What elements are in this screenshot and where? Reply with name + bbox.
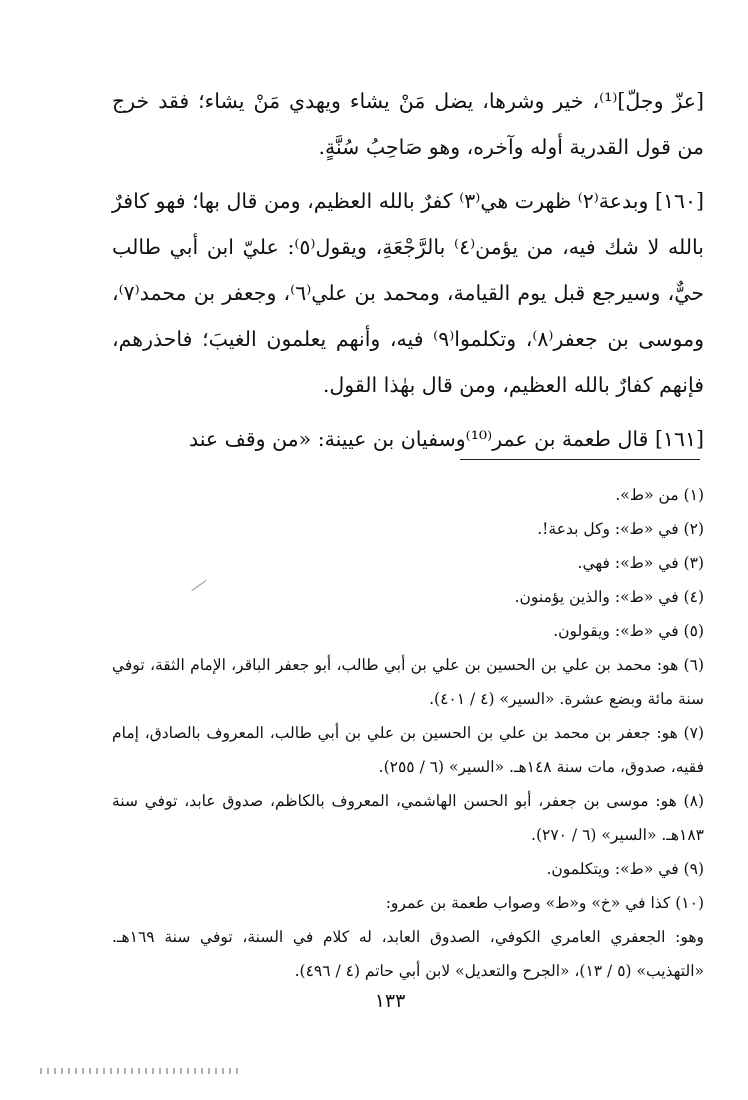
footnote-4: (٤) في «ط»: والذين يؤمنون. — [514, 588, 704, 606]
footnote-6: (٦) هو: محمد بن علي بن الحسين بن علي بن أبي طالب، أبو جعفر الباقر، الإمام الثقة، توفي سنة مائة وبضع عشرة. «السير» (٤ / ٤٠١). — [112, 656, 704, 708]
scan-artifact — [40, 1068, 240, 1074]
footnote-2: (٢) في «ط»: وكل بدعة!. — [537, 520, 704, 538]
paragraph-intro: [عزّ وجلّ]⁽¹⁾، خير وشرها، يضل مَنْ يشاء ويهدي مَنْ يشاء؛ فقد خرج من قول القدرية أوله وآخره، وهو صَاحِبُ سُنَّةٍ. — [112, 89, 704, 159]
footnote-8: (٨) هو: موسى بن جعفر، أبو الحسن الهاشمي، المعروف بالكاظم، صدوق عابد، توفي سنة ١٨٣هـ. «السير» (٦ / ٢٧٠). — [112, 792, 704, 844]
footnote-divider — [460, 459, 700, 460]
footnote-10-continued: وهو: الجعفري العامري الكوفي، الصدوق العابد، له كلام في السنة، توفي سنة ١٦٩هـ. «التهذيب» (٥ / ١٣)، «الجرح والتعديل» لابن أبي حاتم (٤ / ٤٩٦). — [112, 928, 704, 980]
paragraph-160: [١٦٠] وبدعة⁽٢⁾ ظهرت هي⁽٣⁾ كفرٌ بالله العظيم، ومن قال بها؛ فهو كافرٌ بالله لا شك فيه، من يؤمن⁽٤⁾ بالرَّجْعَةِ، ويقول⁽٥⁾: عليّ ابن أبي طالب حيٌّ، وسيرجع قبل يوم القيامة، ومحمد بن علي⁽٦⁾، وجعفر بن محمد⁽٧⁾، وموسى بن جعفر⁽٨⁾، وتكلموا⁽٩⁾ فيه، وأنهم يعلمون الغيبَ؛ فاحذرهم، فإنهم كفارٌ بالله العظيم، ومن قال بهٰذا القول. — [112, 189, 705, 397]
main-text — [112, 78, 704, 470]
footnote-1: (١) من «ط». — [615, 486, 704, 504]
footnote-7: (٧) هو: جعفر بن محمد بن علي بن الحسين بن علي بن أبي طالب، المعروف بالصادق، إمام فقيه، صدوق، مات سنة ١٤٨هـ. «السير» (٦ / ٢٥٥). — [112, 724, 704, 776]
footnote-9: (٩) في «ط»: ويتكلمون. — [546, 860, 704, 878]
footnotes — [112, 478, 704, 988]
footnote-3: (٣) في «ط»: فهي. — [577, 554, 704, 572]
footnote-10: (١٠) كذا في «خ» و«ط» وصواب طعمة بن عمرو: — [385, 894, 704, 912]
page-number: ١٣٣ — [374, 990, 406, 1012]
paragraph-161: [١٦١] قال طعمة بن عمر⁽¹⁰⁾وسفيان بن عيينة: «من وقف عند — [188, 427, 704, 451]
footnote-5: (٥) في «ط»: ويقولون. — [553, 622, 704, 640]
